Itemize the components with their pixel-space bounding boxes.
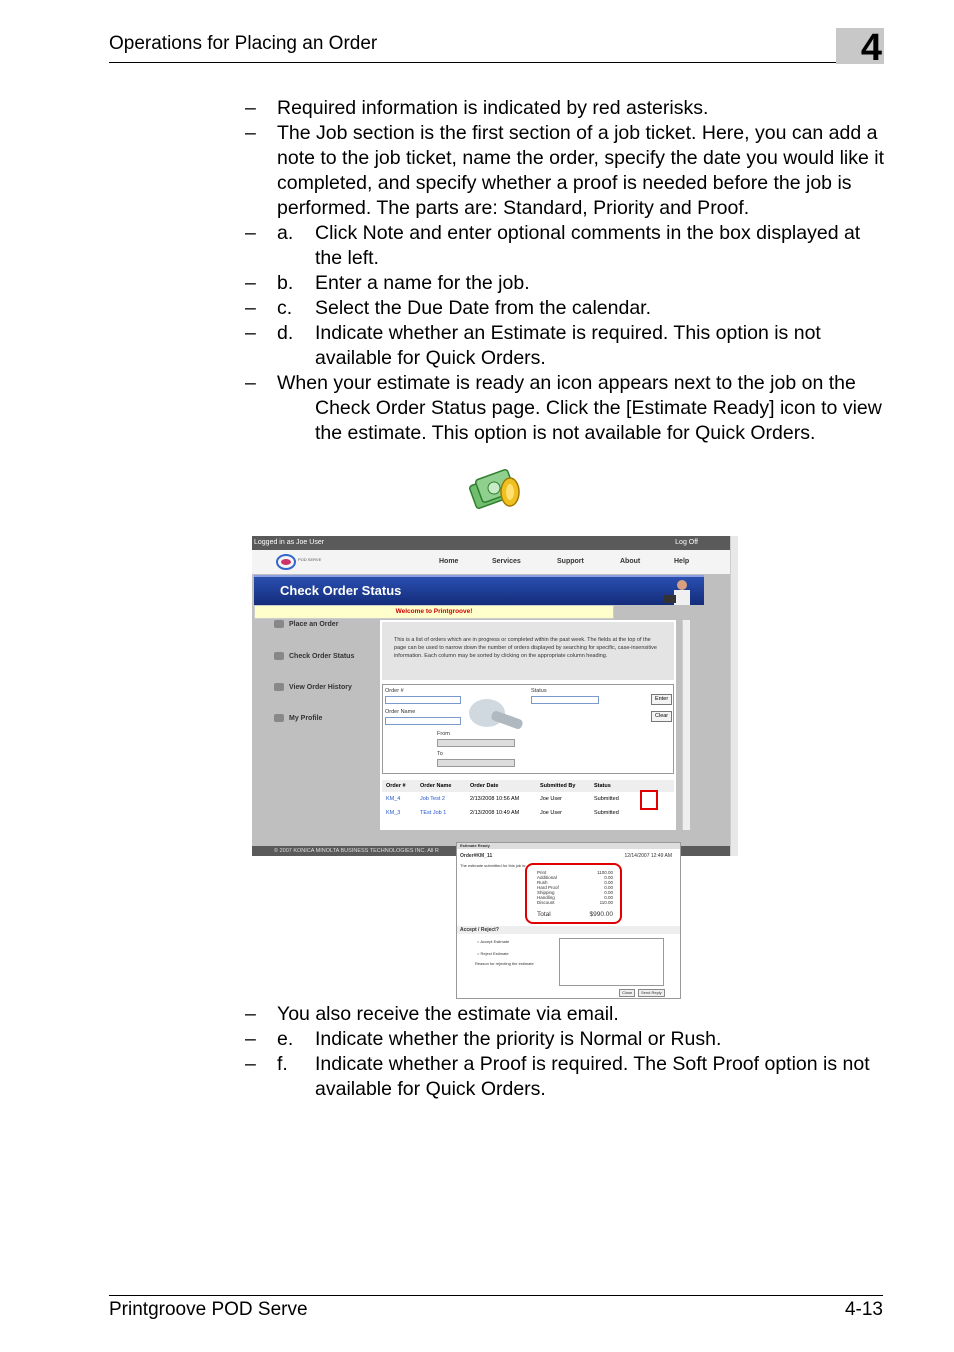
sidebar-item-profile[interactable]: My Profile (274, 714, 322, 722)
magnifier-graphic-icon (463, 695, 525, 735)
close-button[interactable]: Close (619, 989, 635, 997)
truck-icon (274, 652, 284, 660)
window-scrollbar[interactable] (730, 536, 738, 856)
orders-table-header: Order # Order Name Order Date Submitted By Status (382, 780, 674, 792)
estimate-line: Rush 0.00 (537, 880, 613, 885)
place-order-icon (274, 620, 284, 628)
estimate-highlight (525, 863, 622, 924)
order-number-input[interactable] (385, 696, 461, 704)
sidebar-item-place-order[interactable]: Place an Order (274, 620, 338, 628)
status-select[interactable] (531, 696, 599, 704)
welcome-bar: Welcome to Printgroove! (254, 605, 614, 619)
estimate-line: Hard Proof 0.00 (537, 885, 613, 890)
order-name-input[interactable] (385, 717, 461, 725)
header-rule (109, 62, 883, 63)
clear-button[interactable]: Clear (651, 711, 672, 722)
log-off-link[interactable]: Log Off (675, 539, 698, 546)
content-panel (380, 620, 676, 830)
estimate-line: Handling 0.00 (537, 895, 613, 900)
estimate-ready-window: Estimate Ready Order#KM_11 12/14/2007 12:49 AM The estimate submitted for this job is: Print 1100.00 Additional 0.00 Rush 0.00 Hard Proof 0.00 Shipping 0.00 Handling 0.00 Discount 110.00 Total $990.00 Accept / Reject? ○ Accept Estimate ○ Reject Estimate Reason for rejecting the estimate Close Send Reply (456, 842, 681, 999)
estimate-line: Discount 110.00 (537, 900, 613, 905)
logged-in-label: Logged in as Joe User (254, 539, 325, 546)
bottom-bullets (245, 1002, 890, 1102)
estimate-line: Shipping 0.00 (537, 890, 613, 895)
sidebar-item-order-history[interactable]: View Order History (274, 683, 352, 691)
nav-support[interactable]: Support (557, 558, 584, 565)
enter-button[interactable]: Enter (651, 694, 672, 705)
check-order-status-screenshot (252, 536, 738, 856)
from-date-input[interactable] (437, 739, 515, 747)
nav-help[interactable]: Help (674, 558, 690, 565)
sidebar-item-check-status[interactable]: Check Order Status (274, 652, 354, 660)
chapter-number: 4 (836, 28, 884, 64)
reject-radio[interactable]: ○ Reject Estimate (477, 951, 509, 956)
nav-about[interactable]: About (620, 558, 641, 565)
estimate-line: Additional 0.00 (537, 875, 613, 880)
history-icon (274, 683, 284, 691)
list-item: – a. Click Note and enter optional comments in the box displayed at the left. (245, 222, 861, 269)
estimate-line: Print 1100.00 (537, 870, 613, 875)
accept-radio[interactable]: ○ Accept Estimate (477, 939, 510, 944)
list-item: – d. Indicate whether an Estimate is required. This option is not available for Quick Orders. (245, 322, 821, 369)
list-item: – The Job section is the first section of a job ticket. Here, you can add a note to the job ticket, name the order, specify the date you would like it completed, and specify whether a proof is needed before the job is performed. The parts are: Standard, Priority and Proof. (245, 122, 885, 219)
list-item: – f. Indicate whether a Proof is required. The Soft Proof option is not available for Quick Orders. (245, 1053, 870, 1100)
user-icon (274, 714, 284, 722)
person-photo-icon (660, 577, 700, 605)
page-number: 4-13 (844, 1299, 883, 1320)
estimate-ready-highlight (640, 790, 658, 810)
nav-home[interactable]: Home (439, 558, 459, 565)
footer-product: Printgroove POD Serve (109, 1299, 308, 1320)
search-panel: Order # Order Name Status Enter Clear From To (382, 684, 674, 774)
send-reply-button[interactable]: Send Reply (638, 989, 665, 997)
copyright-footer: © 2007 KONICA MINOLTA BUSINESS TECHNOLOGIES INC. All R (252, 846, 730, 856)
table-row: KM_3 TEst Job 1 2/13/2008 10:49 AM Joe User Submitted (386, 810, 619, 816)
list-item: – b. Enter a name for the job. (245, 272, 530, 294)
top-bullets (245, 96, 890, 446)
inner-scrollbar[interactable] (682, 620, 690, 830)
info-text: This is a list of orders which are in progress or completed within the past week. The fields at the top of the page can be used to narrow down the number of orders displayed by searching for specific, case-insensitive information. Each column may be sorted by clicking on the appropriate column heading. (382, 622, 674, 680)
list-item: – c. Select the Due Date from the calendar. (245, 297, 652, 319)
pod-serve-logo (276, 553, 331, 571)
list-item: – You also receive the estimate via email. (245, 1003, 619, 1025)
page-banner (254, 575, 704, 605)
list-item: – When your estimate is ready an icon appears next to the job on the Check Order Status page. Click the [Estimate Ready] icon to view the estimate. This option is not available for Quick Orders. (245, 372, 882, 444)
header-title: Operations for Placing an Order (109, 33, 378, 54)
table-row: KM_4 Job Test 2 2/13/2008 10:56 AM Joe User Submitted (386, 796, 619, 802)
reason-textarea[interactable] (559, 938, 664, 986)
banner-title: Check Order Status (280, 583, 402, 598)
estimate-ready-icon (466, 460, 524, 516)
list-item: – Required information is indicated by red asterisks. (245, 97, 709, 119)
estimate-total: Total $990.00 (537, 911, 613, 918)
nav-services[interactable]: Services (492, 558, 521, 565)
footer-rule (109, 1295, 883, 1296)
svg-text:POD SERVE: POD SERVE (298, 557, 322, 562)
list-item: – e. Indicate whether the priority is Normal or Rush. (245, 1028, 722, 1050)
to-date-input[interactable] (437, 759, 515, 767)
